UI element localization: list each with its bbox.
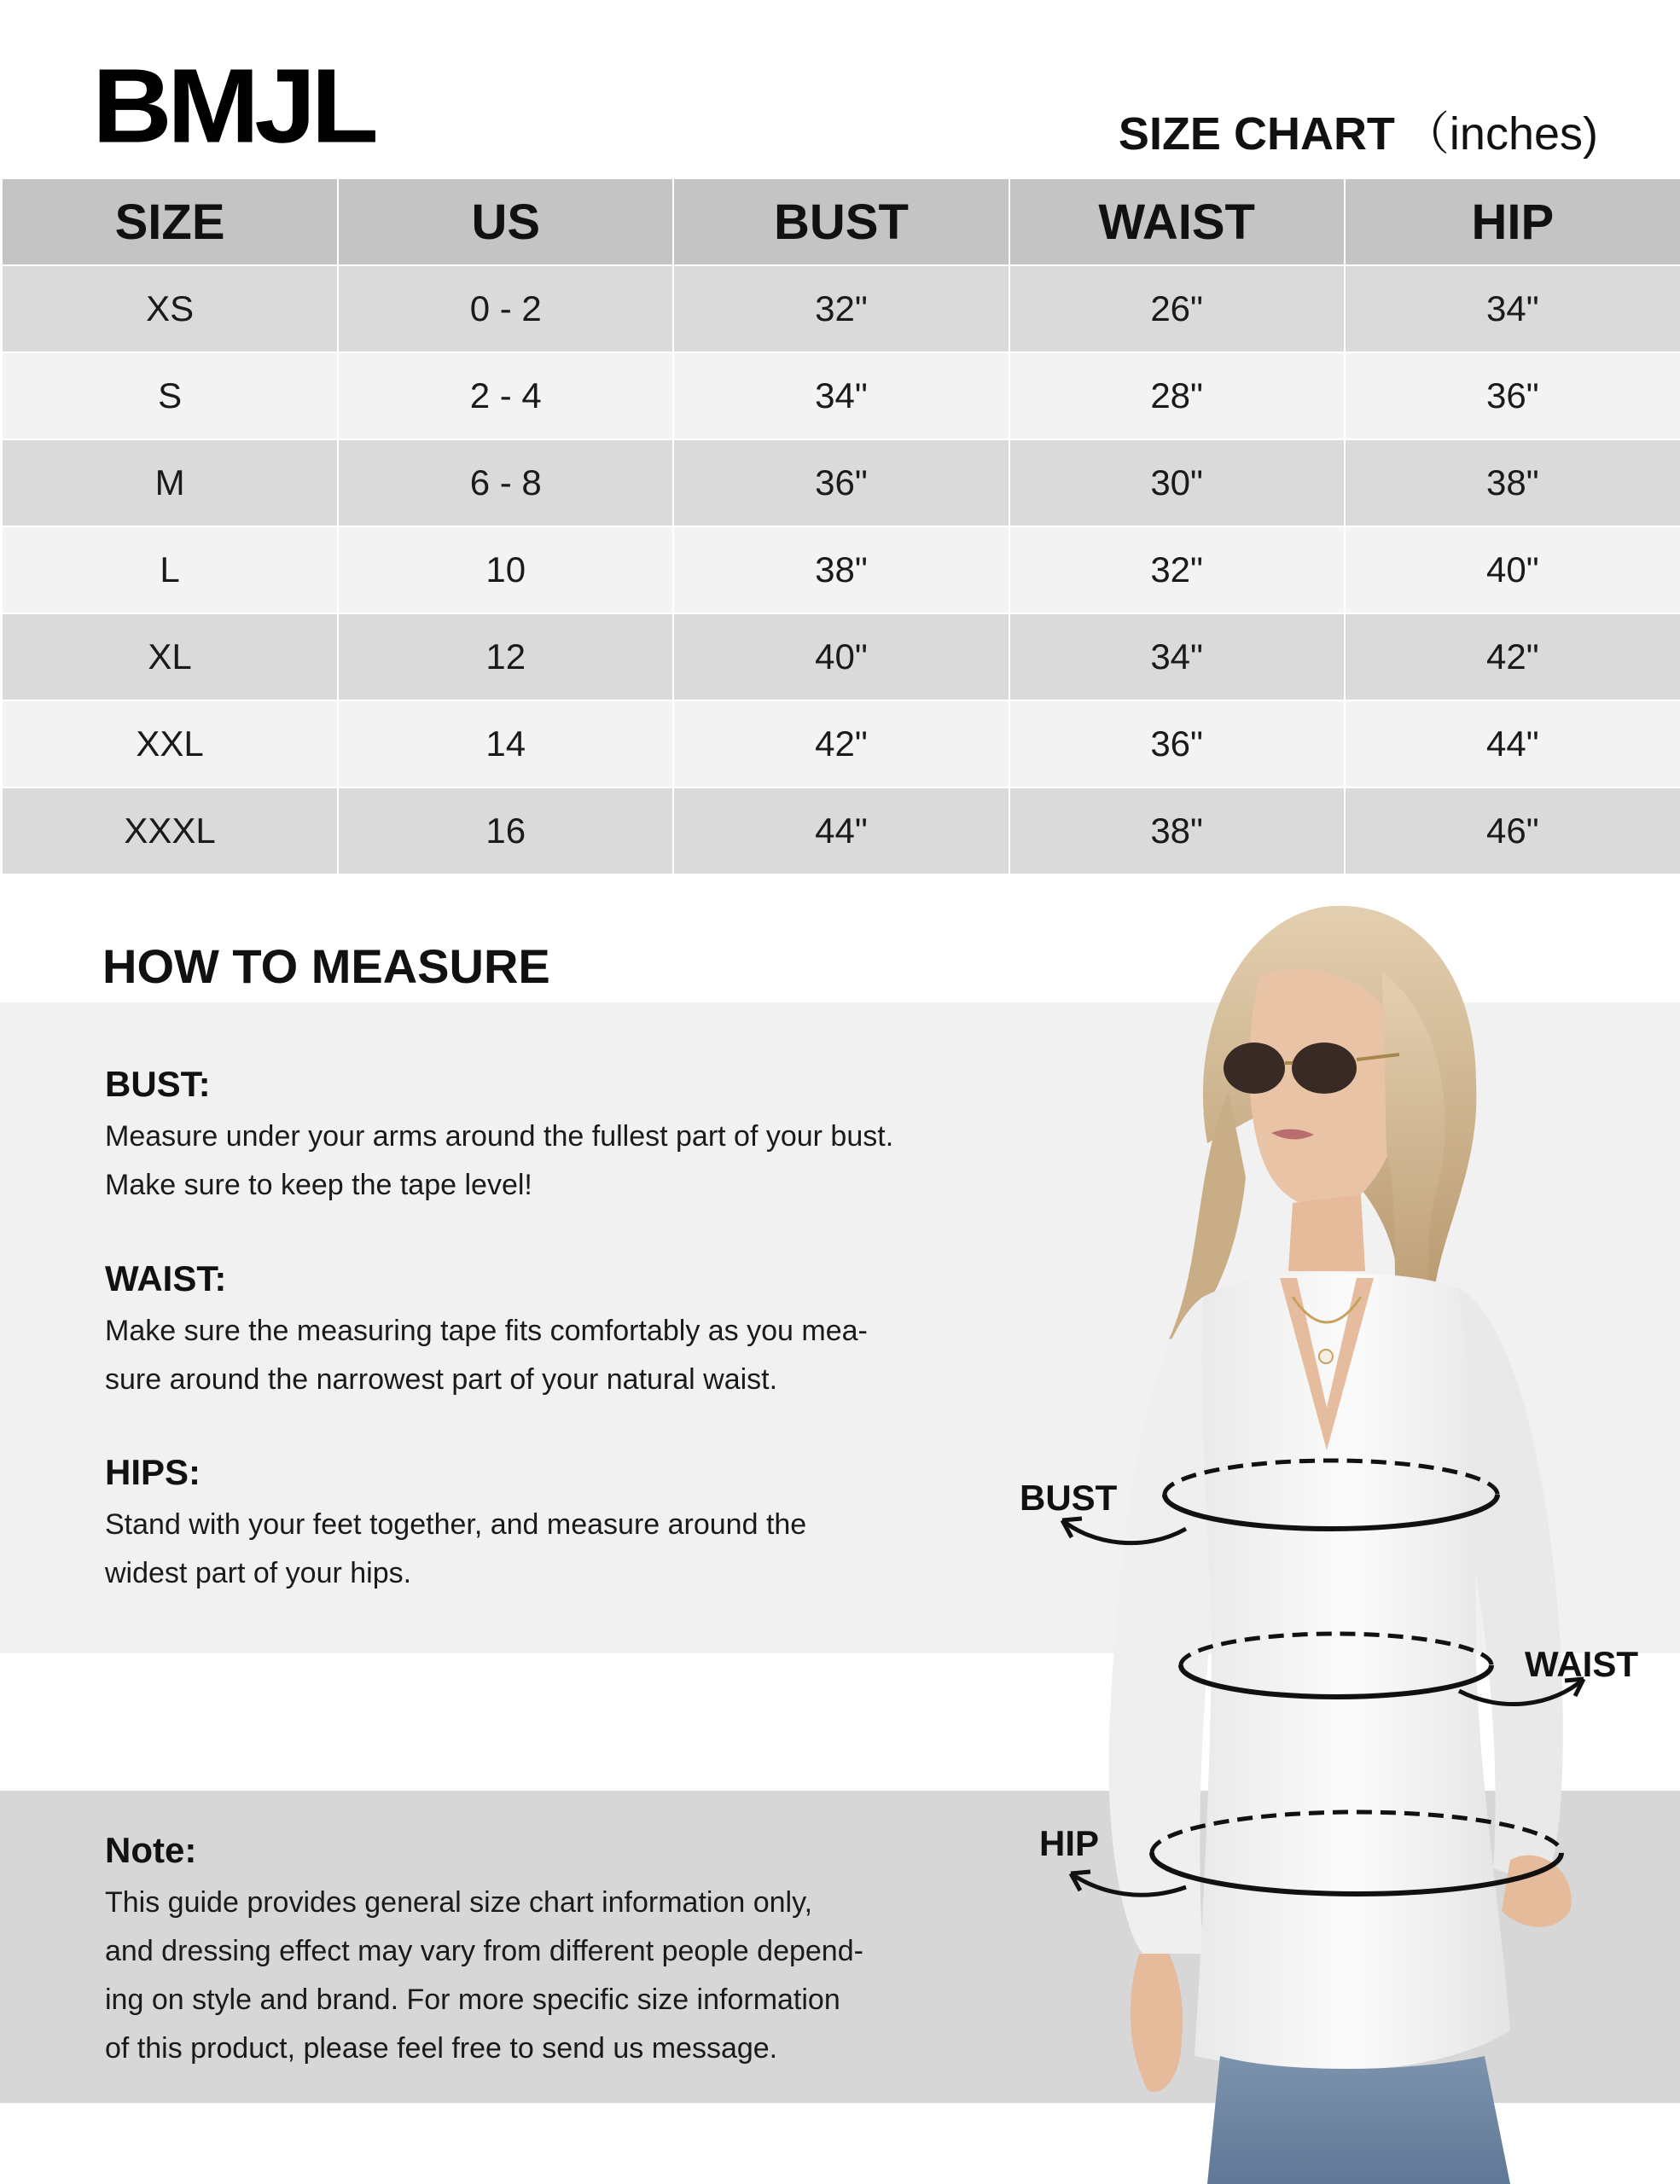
cell-us: 16 bbox=[338, 787, 673, 874]
note-text-line: This guide provides general size chart information only, bbox=[105, 1886, 813, 1920]
table-row bbox=[3, 352, 1680, 439]
cell-hip: 40" bbox=[1345, 526, 1680, 613]
waist-text-line: sure around the narrowest part of your natural waist. bbox=[105, 1363, 778, 1397]
cell-waist: 30" bbox=[1009, 439, 1345, 526]
cell-hip: 34" bbox=[1345, 265, 1680, 352]
cell-bust: 32" bbox=[673, 265, 1009, 352]
bust-text bbox=[105, 1112, 958, 1210]
size-table bbox=[3, 179, 1680, 874]
bust-label: BUST: bbox=[105, 1064, 211, 1104]
hips-label: HIPS: bbox=[105, 1452, 201, 1492]
cell-hip: 38" bbox=[1345, 439, 1680, 526]
model-photo bbox=[998, 896, 1680, 2184]
brand-logo: BMJL bbox=[92, 46, 374, 166]
cell-waist: 28" bbox=[1009, 352, 1345, 439]
cell-bust: 40" bbox=[673, 613, 1009, 700]
bust-text-line: Make sure to keep the tape level! bbox=[105, 1169, 532, 1202]
cell-hip: 44" bbox=[1345, 700, 1680, 787]
size-chart-title-main: SIZE CHART bbox=[1118, 108, 1395, 160]
cell-us: 12 bbox=[338, 613, 673, 700]
table-row bbox=[3, 526, 1680, 613]
shirt-body bbox=[1195, 1271, 1510, 2071]
table-row bbox=[3, 700, 1680, 787]
cell-size: M bbox=[3, 439, 338, 526]
cell-size: XXXL bbox=[3, 787, 338, 874]
hips-text-line: widest part of your hips. bbox=[105, 1557, 412, 1590]
cell-waist: 26" bbox=[1009, 265, 1345, 352]
cell-size: L bbox=[3, 526, 338, 613]
note-text-line: of this product, please feel free to send us message. bbox=[105, 2032, 778, 2065]
table-row bbox=[3, 265, 1680, 352]
header-hip: HIP bbox=[1345, 179, 1680, 265]
waist-text bbox=[105, 1307, 958, 1404]
table-row bbox=[3, 787, 1680, 874]
note-text-line: ing on style and brand. For more specific size information bbox=[105, 1984, 840, 2017]
cell-bust: 42" bbox=[673, 700, 1009, 787]
cell-hip: 46" bbox=[1345, 787, 1680, 874]
jeans bbox=[1207, 2056, 1510, 2184]
cell-us: 6 - 8 bbox=[338, 439, 673, 526]
header-bust: BUST bbox=[673, 179, 1009, 265]
note-block bbox=[105, 1831, 958, 2073]
hip-figure-label: HIP bbox=[1039, 1823, 1100, 1863]
model-illustration bbox=[998, 896, 1680, 2184]
cell-size: XL bbox=[3, 613, 338, 700]
cell-bust: 34" bbox=[673, 352, 1009, 439]
bust-figure-label: BUST bbox=[1020, 1478, 1118, 1518]
bust-instructions bbox=[105, 1065, 958, 1210]
cell-waist: 36" bbox=[1009, 700, 1345, 787]
bust-text-line: Measure under your arms around the fullest part of your bust. bbox=[105, 1120, 894, 1153]
cell-waist: 38" bbox=[1009, 787, 1345, 874]
hips-instructions bbox=[105, 1453, 958, 1598]
neck bbox=[1288, 1194, 1365, 1271]
hips-text bbox=[105, 1501, 958, 1598]
cell-size: S bbox=[3, 352, 338, 439]
waist-text-line: Make sure the measuring tape fits comfortably as you mea- bbox=[105, 1315, 868, 1348]
cell-bust: 36" bbox=[673, 439, 1009, 526]
waist-figure-label: WAIST bbox=[1525, 1644, 1638, 1684]
cell-us: 2 - 4 bbox=[338, 352, 673, 439]
waist-label: WAIST: bbox=[105, 1258, 227, 1298]
cell-bust: 38" bbox=[673, 526, 1009, 613]
cell-hip: 42" bbox=[1345, 613, 1680, 700]
header-size: SIZE bbox=[3, 179, 338, 265]
note-text-line: and dressing effect may vary from different people depend- bbox=[105, 1935, 863, 1968]
size-chart-unit: （inches) bbox=[1403, 108, 1598, 160]
how-to-measure-heading: HOW TO MEASURE bbox=[102, 939, 550, 993]
waist-instructions bbox=[105, 1259, 958, 1404]
cell-waist: 32" bbox=[1009, 526, 1345, 613]
size-table-header-row bbox=[3, 179, 1680, 265]
cell-bust: 44" bbox=[673, 787, 1009, 874]
cell-us: 0 - 2 bbox=[338, 265, 673, 352]
header-waist: WAIST bbox=[1009, 179, 1345, 265]
cell-us: 14 bbox=[338, 700, 673, 787]
table-row bbox=[3, 613, 1680, 700]
header-us: US bbox=[338, 179, 673, 265]
cell-size: XXL bbox=[3, 700, 338, 787]
table-row bbox=[3, 439, 1680, 526]
hips-text-line: Stand with your feet together, and measure around the bbox=[105, 1508, 807, 1542]
cell-us: 10 bbox=[338, 526, 673, 613]
cell-waist: 34" bbox=[1009, 613, 1345, 700]
hand-right bbox=[1502, 1856, 1572, 1927]
pendant bbox=[1319, 1350, 1333, 1363]
note-text bbox=[105, 1879, 958, 2073]
cell-hip: 36" bbox=[1345, 352, 1680, 439]
cell-size: XS bbox=[3, 265, 338, 352]
hand-left bbox=[1131, 1954, 1183, 2092]
size-chart-title bbox=[1118, 108, 1598, 160]
note-label: Note: bbox=[105, 1830, 197, 1870]
